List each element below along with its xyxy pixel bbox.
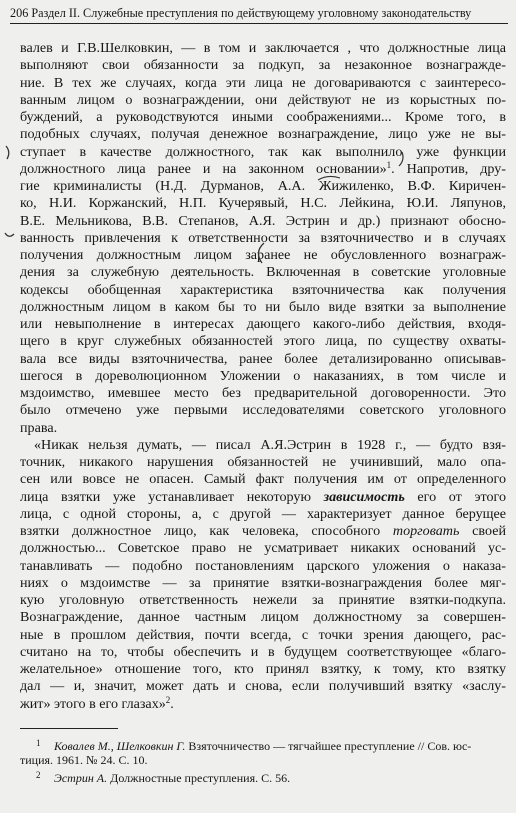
text-line: сен или вовсе не опасен. Самый факт получения им от определенного: [20, 471, 506, 488]
text-line: считано на то, чтобы обеспечить и в будущем соответствующее «благо-: [20, 643, 506, 660]
text-line: выполняют свои обязанности за подкуп, за незаконное вознагражде-: [20, 57, 506, 74]
text-line: «Никак нельзя думать, — писал А.Я.Эстрин в 1928 г., — будто взя-: [34, 436, 506, 453]
text-line: дал — и, значит, может дать и снова, если получивший взятку «заслу-: [20, 678, 506, 695]
text-line: Вознаграждение, данное частным лицом должностному за совершен-: [20, 609, 506, 626]
text-line: кодексы обобщенная характеристика взяточничества как получения: [20, 281, 506, 298]
text-fragment: . Напротив, дру-: [391, 160, 507, 177]
text-line: вала все виды взяточничества, ранее более детализированно описывав-: [20, 350, 506, 367]
footnote-text: Должностные преступления. С. 56.: [107, 770, 291, 785]
text-fragment: жит» этого в его глазах»: [20, 695, 166, 712]
text-fragment: взятки должностное лицо, как человека, способного: [20, 523, 381, 539]
footnote-marker: 1: [36, 738, 41, 748]
text-line: лица, с одной стороны, а, с другой — характеризует данное берущее: [20, 505, 506, 522]
text-line: валев и Г.В.Шелковкин, — в том и заключается , что должностные лица: [20, 40, 506, 56]
running-title: Раздел II. Служебные преступления по действующему уголовному законодательству: [31, 6, 472, 20]
text-line: ванным лицом о вознаграждении, они действуют не из корыстных по-: [20, 91, 506, 108]
paragraph-1: [20, 40, 506, 437]
footnote-authors: Ковалев М., Шелковкин Г.: [54, 739, 186, 753]
text-line: кую уголовную ответственность нежели за принятие взятки-подкупа.: [20, 592, 506, 608]
text-line: желательное» отношение того, кто принял взятку, к тому, кто взятку: [20, 661, 506, 677]
text-line: дения за служебную деятельность. Включенная в советские уголовные: [20, 264, 506, 281]
text-line: [20, 161, 506, 178]
text-line: танавливать — подобно постановлениям царского уложения о наказа-: [20, 557, 506, 574]
footnote-authors: Эстрин А.: [54, 770, 108, 785]
text-line: должностью... Советское право не усматривает никаких оснований ус-: [20, 540, 506, 557]
text-line: права.: [20, 419, 58, 436]
running-header: [10, 5, 508, 21]
body-text: [20, 40, 506, 713]
text-line: получения должностным лицом заранее не обусловленного вознаграж-: [20, 247, 506, 263]
text-line: жит» этого в его глазах»$^2$.: [20, 694, 174, 712]
emphasis-text: торговать: [392, 523, 460, 539]
page-number: 206: [10, 6, 29, 20]
pencil-margin-mark: [6, 146, 9, 159]
text-line: ко, Н.И. Коржанский, Н.П. Кучерявый, Н.С. Лейкина, Ю.И. Ляпунов,: [20, 195, 506, 212]
text-line: точник, никакого нарушения обязанностей не учинивший, мало опа-: [20, 454, 506, 470]
text-line: [20, 489, 506, 506]
text-line: ниях о мздоимстве — за принятие взятки-вознаграждения более мяг-: [20, 574, 506, 591]
text-fragment: своей: [459, 523, 506, 539]
text-line: гие криминалисты (Н.Д. Дурманов, А.А. Жижиленко, В.Ф. Киричен-: [20, 178, 506, 194]
footnote-2: [20, 768, 506, 785]
footnote-1: [20, 736, 506, 753]
text-line: ступает в качестве должностного, так как выполнило уже функции: [20, 143, 506, 160]
text-fragment: его от этого: [404, 488, 506, 505]
text-line: ние. В тех же случаях, когда эти лица не договариваются с заинтересо-: [20, 74, 506, 91]
pencil-margin-mark: [5, 233, 14, 236]
text-line: или невыполнение в интересах дающего какого-либо действия, входя-: [20, 316, 506, 332]
header-rule: [10, 23, 508, 24]
text-line: шегося в дореволюционном Уложении о наказаниях, в том числе и: [20, 367, 506, 384]
text-line: [20, 523, 506, 540]
footnote-rule: [20, 728, 118, 729]
paragraph-2: [20, 437, 506, 713]
text-line: В.Е. Мельникова, В.В. Степанов, А.Я. Эстрин и др.) признают обосно-: [20, 212, 506, 229]
text-line: мздоимство, имевшее место без предварительной договоренности. Это: [20, 385, 506, 401]
footnote-marker: 2: [36, 769, 41, 780]
footnote-1-continuation: тиция. 1961. № 24. С. 10.: [20, 753, 148, 768]
text-line: было отмечено уже первыми исследователями советского уголовного: [20, 402, 506, 419]
text-line: буждений, а руководствуются иными соображениями... Кроме того, в: [20, 109, 506, 125]
footnotes: [20, 736, 506, 785]
footnote-ref-2: 2: [165, 694, 171, 705]
emphasis-text: зависимость: [323, 488, 405, 505]
text-line: подобных случаях, получая денежное вознаграждение, лицо уже не вы-: [20, 126, 506, 143]
footnote-text: Взяточничество — тягчайшее преступление // Сов. юс-: [185, 739, 472, 753]
text-fragment: лица взятки уже устанавливает некоторую: [20, 488, 311, 505]
text-fragment: должностного лица ранее и на законном основании»: [20, 160, 387, 177]
text-line: ванность привлечения к ответственности за взяточничество и в случаях: [20, 229, 506, 246]
footnote-ref-1: 1: [386, 159, 392, 170]
text-line: щего в круг служебных обязанностей этого лица, по существу охваты-: [20, 333, 506, 350]
text-line: должностным лицом в каком бы то ни было виде взятки за выполнение: [20, 298, 506, 315]
text-line: ные в прошлом действия, почти всегда, с точки зрения дающего, рас-: [20, 626, 506, 643]
